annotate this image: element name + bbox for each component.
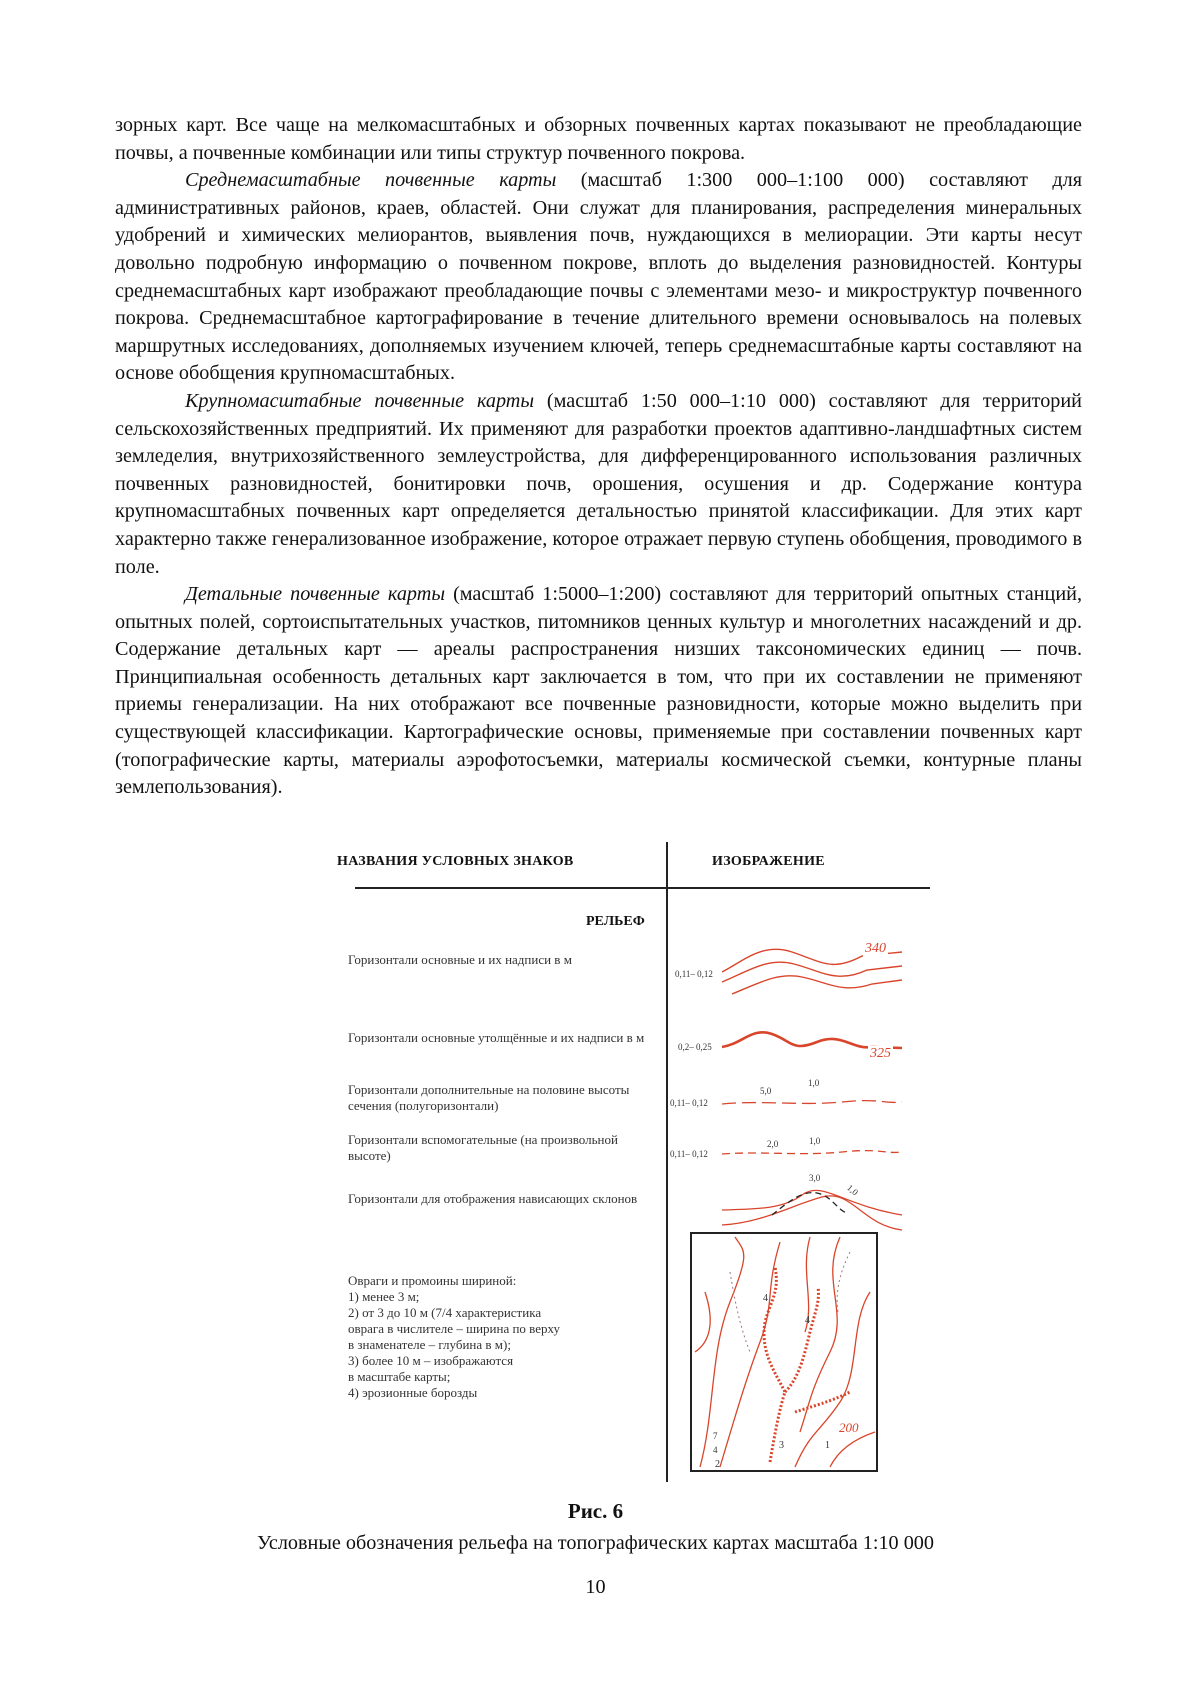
term-italic: Среднемасштабные почвенные карты [185,169,557,192]
paragraph-1: зорных карт. Все чаще на мелкомасштабных и обзорных почвенных картах показывают не преобладающие почвы, а почвенные комбинации или типы структур почвенного покрова. [115,114,1082,164]
dim-1-0-a: 1,0 [808,1078,820,1088]
dim-1-0-c: 1,0 [845,1182,861,1198]
dim-3-0: 3,0 [809,1173,821,1183]
dim-2-0: 2,0 [767,1139,779,1149]
section-title: РЕЛЬЕФ [586,914,645,929]
term-italic: Крупномасштабные почвенные карты [185,389,535,412]
ravine-mark-4b: 4 [805,1315,810,1326]
row-label-half-contours: Горизонтали дополнительные на половине высоты сечения (полугоризонтали) [348,1082,630,1113]
row-label-main-contours: Горизонтали основные и их надписи в м [348,952,572,967]
row-label-aux-contours: Горизонтали вспомогательные (на произвольной высоте) [348,1132,618,1163]
body-text [115,112,1082,802]
contour-value-325: 325 [870,1046,891,1061]
ravine-mark-2: 2 [715,1459,720,1470]
figure-number: Рис. 6 [567,1499,624,1523]
ravine-map-symbol [690,1232,878,1472]
row-scale-2: 0,2– 0,25 [678,1042,712,1052]
row-scale-3: 0,11– 0,12 [670,1098,708,1108]
figure-relief-symbols [330,842,930,1482]
ravine-legend: Овраги и промоины шириной: 1) менее 3 м; 2) от 3 до 10 м (7/4 характеристика оврага в числителе – ширина по верху в знаменателе – глубина в м); 3) более 10 м – изображаются в масштабе карты; 4) эрозионные борозды [348,1273,561,1400]
header-names: НАЗВАНИЯ УСЛОВНЫХ ЗНАКОВ [337,854,574,869]
ravine-mark-7: 7 [713,1431,718,1441]
row-scale-4: 0,11– 0,12 [670,1149,708,1159]
column-divider [666,842,668,1482]
paragraph-2: Среднемасштабные почвенные карты (масштаб 1:300 000–1:100 000) составляют для административных районов, краев, областей. Они служат для планирования, распределения минеральных удобрений и химических мелиорантов, выявления почв, нуждающихся в мелиорации. Эти карты несут довольно подробную информацию о почвенном покрове, вплоть до выделения разновидностей. Контуры среднемасштабных карт изображают преобладающие почвы с элементами мезо- и микроструктур почвенного покрова. Среднемасштабное картографирование в течение длительного времени основывалось на полевых маршрутных исследованиях, дополняемых изучением ключей, теперь среднемасштабные карты составляют на основе обобщения крупномасштабных. [115,169,1082,385]
ravine-mark-1: 1 [825,1440,830,1451]
term-italic: Детальные почвенные карты [185,583,446,606]
paragraph-4: Детальные почвенные карты (масштаб 1:5000–1:200) составляют для территорий опытных станций, опытных полей, сортоиспытательных участков, питомников ценных культур и многолетних насаждений и др. Содержание детальных карт — ареалы распространения низших таксономических единиц — почв. Принципиальная особенность детальных карт заключается в том, что при их составлении не применяют приемы генерализации. На них отображают все почвенные разновидности, которые можно выделить при существующей классификации. Картографические основы, применяемые при составлении почвенных карт (топографические карты, материалы аэрофотосъемки, материалы космической съемки, контурные планы землепользования). [115,583,1082,799]
ravine-mark-4a: 4 [763,1293,768,1304]
page-number: 10 [585,1576,606,1598]
ravine-mark-4c: 4 [713,1445,718,1455]
header-divider [355,887,930,889]
paragraph-3: Крупномасштабные почвенные карты (масштаб 1:50 000–1:10 000) составляют для территорий сельскохозяйственных предприятий. Их применяют для разработки проектов адаптивно-ландшафтных систем земледелия, внутрихозяйственного землеустройства, для дифференцированного использования различных почвенных разновидностей, бонитировки почв, орошения, осушения и др. Содержание контура крупномасштабных почвенных карт определяется детальностью принятой классификации. Для этих карт характерно также генерализованное изображение, которое отражает первую ступень обобщения, проводимого в поле. [115,389,1082,578]
dim-5-0: 5,0 [760,1086,772,1096]
contour-value-340: 340 [865,941,886,956]
header-image: ИЗОБРАЖЕНИЕ [712,854,825,869]
figure-caption: Условные обозначения рельефа на топографических картах масштаба 1:10 000 [257,1532,934,1554]
row-scale-1: 0,11– 0,12 [675,969,713,979]
dim-1-0-b: 1,0 [809,1136,821,1146]
half-contours-symbol [722,1092,902,1112]
ravine-mark-3: 3 [779,1440,784,1451]
ravine-contour-200: 200 [839,1420,859,1435]
row-label-overhang: Горизонтали для отображения нависающих склонов [348,1191,638,1206]
row-label-thick-contours: Горизонтали основные утолщённые и их надписи в м [348,1030,645,1045]
